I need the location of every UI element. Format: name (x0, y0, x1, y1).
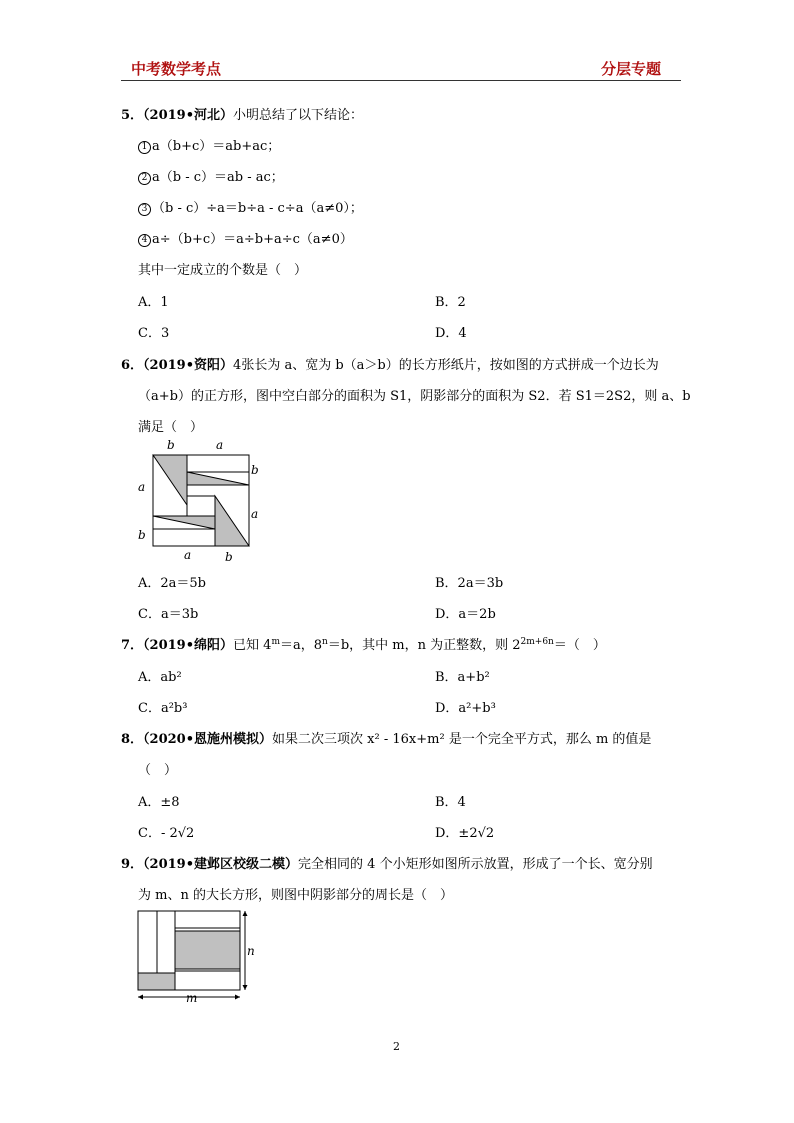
q5-option-a: A．1 (138, 295, 169, 310)
arrow-icon (243, 985, 248, 990)
q6-square-figure (130, 435, 270, 565)
q5-option-d: D．4 (435, 326, 467, 341)
question-6-line-2: （a+b）的正方形，图中空白部分的面积为 S1，阴影部分的面积为 S2．若 S1＝2S2，则 a、b (138, 389, 691, 404)
label-right-b: b (251, 463, 259, 477)
q6-option-d: D．a＝2b (435, 607, 496, 622)
label-top-b: b (167, 438, 175, 452)
circled-number-icon: 3 (138, 203, 151, 216)
q6-option-a: A．2a＝5b (138, 576, 207, 591)
q6-option-b: B．2a＝3b (435, 576, 504, 591)
shaded-region-upper (175, 931, 240, 969)
circled-number-icon: 2 (138, 172, 151, 185)
question-9-stem: 9．（2019•建邺区校级二模）完全相同的 4 个小矩形如图所示放置，形成了一个长、宽分别 (121, 857, 653, 872)
question-6-number: 6． (121, 358, 144, 373)
q8-option-c: C．- 2√2 (138, 826, 195, 841)
q9-rectangle-figure (130, 905, 260, 1005)
question-9-source: （2019•建邺区校级二模） (143, 857, 299, 872)
arrow-icon (243, 911, 248, 916)
arrow-icon (235, 995, 240, 1000)
question-5-text: 小明总结了以下结论： (233, 108, 364, 123)
question-6-source: （2019•资阳） (143, 358, 234, 373)
q8-ask: （ ） (138, 763, 178, 778)
q5-statement-1: 1 a（b+c）＝ab+ac； (138, 135, 280, 154)
header-right-title: 分层专题 (601, 60, 662, 78)
question-6-line-3: 满足（ ） (138, 420, 204, 435)
q5-statement-2: 2 a（b - c）＝ab - ac； (138, 166, 284, 185)
q5-statement-4: 4 a÷（b+c）＝a÷b+a÷c（a≠0） (138, 228, 353, 247)
q5-option-c: C．3 (138, 326, 170, 341)
q8-option-a: A．±8 (138, 795, 180, 810)
question-9-number: 9． (121, 857, 144, 872)
label-right-a: a (251, 507, 259, 521)
arrow-icon (138, 995, 143, 1000)
label-top-a: a (216, 438, 224, 452)
circled-number-icon: 4 (138, 234, 151, 247)
question-8-number: 8． (121, 732, 144, 747)
question-5-number: 5． (121, 108, 144, 123)
question-5-source: （2019•河北） (143, 108, 234, 123)
question-5-stem (121, 104, 363, 123)
q7-option-a: A．ab² (138, 670, 182, 685)
shaded-region-lower (138, 973, 175, 990)
label-bottom-b: b (225, 550, 233, 564)
q6-option-c: C．a＝3b (138, 607, 199, 622)
question-8-stem: 8．（2020•恩施州模拟）如果二次三项次 x² - 16x+m² 是一个完全平方式，那么 m 的值是 (121, 732, 652, 747)
circled-number-icon: 1 (138, 141, 151, 154)
question-7-stem: 7．（2019•绵阳）已知 $4^m=a$，$8^n=b$，其中 m，n 为正整数，则 $2^{2m+6n}=$（ ） (121, 637, 606, 653)
label-bottom-a: a (184, 548, 192, 562)
q7-option-c: C．a²b³ (138, 701, 188, 716)
label-left-a: a (138, 480, 146, 494)
q8-option-b: B．4 (435, 795, 466, 810)
label-n: n (247, 944, 255, 958)
q7-option-d: D．a²+b³ (435, 701, 496, 716)
header-left-title: 中考数学考点 (131, 60, 222, 78)
q5-ask: 其中一定成立的个数是（ ） (138, 263, 308, 278)
page-number: 2 (393, 1040, 400, 1053)
question-9-line-2: 为 m、n 的大长方形，则图中阴影部分的周长是（ ） (138, 888, 453, 903)
q5-option-b: B．2 (435, 295, 466, 310)
question-7-number: 7． (121, 638, 144, 653)
question-7-source: （2019•绵阳） (143, 638, 234, 653)
question-8-source: （2020•恩施州模拟） (143, 732, 273, 747)
header-rule (121, 80, 681, 81)
q7-option-b: B．a+b² (435, 670, 490, 685)
label-left-b: b (138, 528, 146, 542)
q5-statement-3: 3 （b - c）÷a＝b÷a - c÷a（a≠0）； (138, 197, 363, 216)
label-m: m (186, 991, 198, 1005)
q8-option-d: D．±2√2 (435, 826, 495, 841)
question-6-stem: 6．（2019•资阳）4张长为 a、宽为 b（a＞b）的长方形纸片，按如图的方式拼成一个边长为 (121, 358, 659, 373)
